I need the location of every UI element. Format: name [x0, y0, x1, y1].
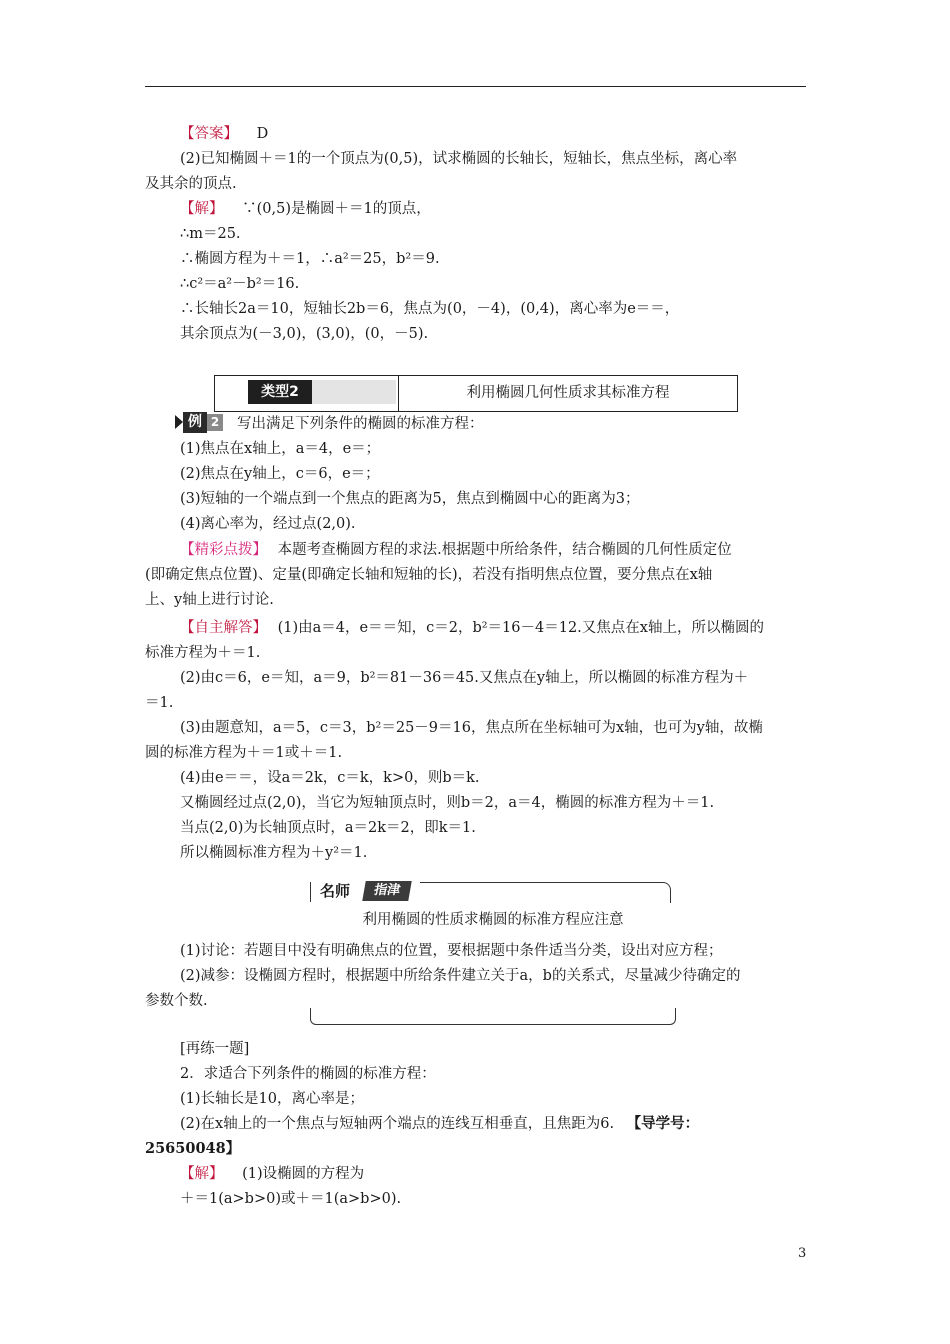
practice-item-2-text: (2)在x轴上的一个焦点与短轴两个端点的连线互相垂直，且焦距为6.	[180, 1116, 615, 1132]
study-number: 25650048】	[145, 1140, 241, 1157]
question-line-1: (2)已知椭圆＋＝1的一个顶点为(0,5)，试求椭圆的长轴长，短轴长，焦点坐标，离心率	[180, 151, 738, 167]
example-badge	[175, 412, 227, 433]
solution-line-1	[180, 199, 431, 219]
tip-point-2b: 参数个数.	[145, 993, 208, 1009]
type-label	[215, 376, 398, 411]
practice-answer-line-2: ＋＝1(a>b>0)或＋＝1(a>b>0).	[180, 1191, 402, 1207]
type-title: 利用椭圆几何性质求其标准方程	[466, 385, 670, 401]
header-rule	[145, 86, 806, 87]
practice-answer-text: (1)设椭圆的方程为	[242, 1166, 365, 1182]
hint-line-2: (即确定焦点位置)、定量(即确定长轴和短轴的长)，若没有指明焦点位置，要分焦点在x轴	[145, 567, 713, 583]
self-solution-line-10: 所以椭圆标准方程为＋y²＝1.	[180, 845, 368, 861]
tip-bottom-border	[310, 1008, 676, 1025]
practice-answer-tag: 【解】	[180, 1166, 224, 1182]
practice-answer-line-1	[180, 1164, 364, 1184]
tip-point-2a: (2)减参：设椭圆方程时，根据题中所给条件建立关于a，b的关系式，尽量减少待确定的	[180, 968, 741, 984]
self-solution-line-6: 圆的标准方程为＋＝1或＋＝1.	[145, 745, 343, 761]
example-item-3: (3)短轴的一个端点到一个焦点的距离为5，焦点到椭圆中心的距离为3；	[180, 491, 640, 507]
page-number: 3	[798, 1246, 807, 1261]
solution-text: ∵(0,5)是椭圆＋＝1的顶点，	[242, 201, 431, 217]
solution-line-2: ∴m＝25.	[180, 226, 241, 242]
example-intro: 写出满足下列条件的椭圆的标准方程：	[237, 416, 484, 432]
practice-heading: [再练一题]	[180, 1041, 250, 1057]
self-solution-line-8: 又椭圆经过点(2,0)，当它为短轴顶点时，则b＝2，a＝4，椭圆的标准方程为＋＝1.	[180, 795, 715, 811]
solution-line-6: 其余顶点为(－3,0)，(3,0)，(0，－5).	[180, 326, 429, 342]
hint-line-1	[180, 540, 732, 560]
example-item-4: (4)离心率为，经过点(2,0).	[180, 516, 356, 532]
type-label-text: 类型2	[248, 380, 312, 404]
hint-tag: 【精彩点拨】	[180, 542, 267, 558]
self-solution-line-4: ＝1.	[145, 695, 174, 711]
tip-left-cap	[310, 882, 319, 902]
self-solution-line-1	[180, 618, 764, 638]
answer-line	[180, 124, 268, 144]
practice-question: 2．求适合下列条件的椭圆的标准方程：	[180, 1066, 436, 1082]
self-solution-line-5: (3)由题意知，a＝5，c＝3，b²＝25－9＝16，焦点所在坐标轴可为x轴，也可为y轴，故椭	[180, 720, 763, 736]
self-solution-text-1: (1)由a＝4，e＝＝知，c＝2，b²＝16－4＝12.又焦点在x轴上，所以椭圆的	[277, 620, 764, 636]
tip-tab-badge: 指津	[362, 881, 412, 901]
hint-line-3: 上、y轴上进行讨论.	[145, 592, 274, 608]
type-heading-box	[214, 375, 738, 412]
example-badge-label: 例	[183, 412, 207, 433]
hint-text-1: 本题考查椭圆方程的求法.根据题中所给条件，结合椭圆的几何性质定位	[277, 542, 732, 558]
self-solution-tag: 【自主解答】	[180, 620, 267, 636]
example-item-2: (2)焦点在y轴上，c＝6，e＝；	[180, 466, 380, 482]
self-solution-line-2: 标准方程为＋＝1.	[145, 645, 261, 661]
self-solution-line-7: (4)由e＝＝，设a＝2k，c＝k，k>0，则b＝k.	[180, 770, 480, 786]
tip-top-border	[420, 882, 671, 903]
tip-title: 利用椭圆的性质求椭圆的标准方程应注意	[362, 912, 624, 928]
type-label-fill	[312, 380, 396, 404]
answer-value: D	[256, 126, 269, 142]
tip-tab	[320, 880, 430, 902]
practice-item-2	[180, 1114, 699, 1134]
tip-tab-label: 名师	[320, 882, 351, 900]
example-arrow-icon	[175, 415, 183, 429]
practice-item-1: (1)长轴长是10，离心率是；	[180, 1091, 364, 1107]
solution-line-4: ∴c²＝a²－b²＝16.	[180, 276, 300, 292]
example-item-1: (1)焦点在x轴上，a＝4，e＝；	[180, 441, 381, 457]
solution-line-3: ∴椭圆方程为＋＝1，∴a²＝25，b²＝9.	[180, 251, 440, 267]
solution-tag: 【解】	[180, 201, 224, 217]
example-badge-number: 2	[207, 414, 223, 431]
solution-line-5: ∴长轴长2a＝10，短轴长2b＝6，焦点为(0，－4)，(0,4)，离心率为e＝＝，	[180, 301, 680, 317]
self-solution-line-9: 当点(2,0)为长轴顶点时，a＝2k＝2，即k＝1.	[180, 820, 476, 836]
answer-tag: 【答案】	[180, 126, 238, 142]
question-line-2: 及其余的顶点.	[145, 176, 237, 192]
study-number-tag: 【导学号：	[626, 1115, 700, 1132]
self-solution-line-3: (2)由c＝6，e＝知，a＝9，b²＝81－36＝45.又焦点在y轴上，所以椭圆的标准方程为＋	[180, 670, 749, 686]
tip-point-1: (1)讨论：若题目中没有明确焦点的位置，要根据题中条件适当分类，设出对应方程；	[180, 943, 723, 959]
